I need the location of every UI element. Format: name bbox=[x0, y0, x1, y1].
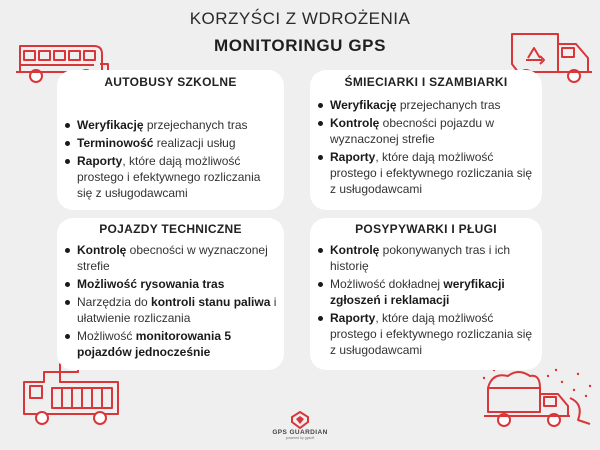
list-item: Możliwość monitorowania 5 pojazdów jednocześnie bbox=[63, 328, 278, 360]
gps-guardian-logo bbox=[250, 411, 350, 440]
list-item: Możliwość dokładnej weryfikacji zgłoszeń i reklamacji bbox=[316, 276, 536, 308]
card-school-buses bbox=[57, 70, 284, 210]
list-item: Raporty, które dają możliwość prostego i efektywnego rozliczania się z usługodawcami bbox=[316, 149, 536, 197]
fire-truck-icon bbox=[20, 360, 130, 428]
list-item: Kontrolę obecności w wyznaczonej strefie bbox=[63, 242, 278, 274]
list-item: Kontrolę obecności pojazdu w wyznaczonej strefie bbox=[316, 115, 536, 147]
card-spreaders-plows bbox=[310, 218, 542, 370]
benefit-list bbox=[310, 89, 542, 197]
list-item: Terminowość realizacji usług bbox=[63, 135, 278, 151]
benefit-list bbox=[310, 236, 542, 358]
list-item: Możliwość rysowania tras bbox=[63, 276, 278, 292]
header-line-1: KORZYŚCI Z WDROŻENIA bbox=[189, 9, 411, 28]
list-item: Raporty, które dają możliwość prostego i efektywnego rozliczania się z usługodawcami bbox=[316, 310, 536, 358]
list-item: Weryfikację przejechanych tras bbox=[316, 97, 536, 113]
gps-guardian-logo-icon bbox=[290, 411, 310, 429]
logo-sub: powered by gpsoft bbox=[285, 436, 315, 440]
card-title: ŚMIECIARKI I SZAMBIARKI bbox=[344, 75, 508, 89]
benefit-list bbox=[57, 89, 284, 201]
card-technical-vehicles bbox=[57, 218, 284, 370]
list-item: Narzędzia do kontroli stanu paliwa i ułatwienie rozliczania bbox=[63, 294, 278, 326]
card-title: POSYPYWARKI I PŁUGI bbox=[355, 222, 497, 236]
list-item: Weryfikację przejechanych tras bbox=[63, 117, 278, 133]
card-title: AUTOBUSY SZKOLNE bbox=[104, 75, 237, 89]
snow-plow-truck-icon bbox=[478, 366, 596, 432]
list-item: Raporty, które dają możliwość prostego i efektywnego rozliczania się z usługodawcami bbox=[63, 153, 278, 201]
benefit-list bbox=[57, 236, 284, 360]
header-line-2: MONITORINGU GPS bbox=[213, 36, 387, 55]
card-garbage-trucks bbox=[310, 70, 542, 210]
card-title: POJAZDY TECHNICZNE bbox=[99, 222, 242, 236]
logo-name: GPS GUARDIAN bbox=[272, 429, 328, 436]
list-item: Kontrolę pokonywanych tras i ich historię bbox=[316, 242, 536, 274]
